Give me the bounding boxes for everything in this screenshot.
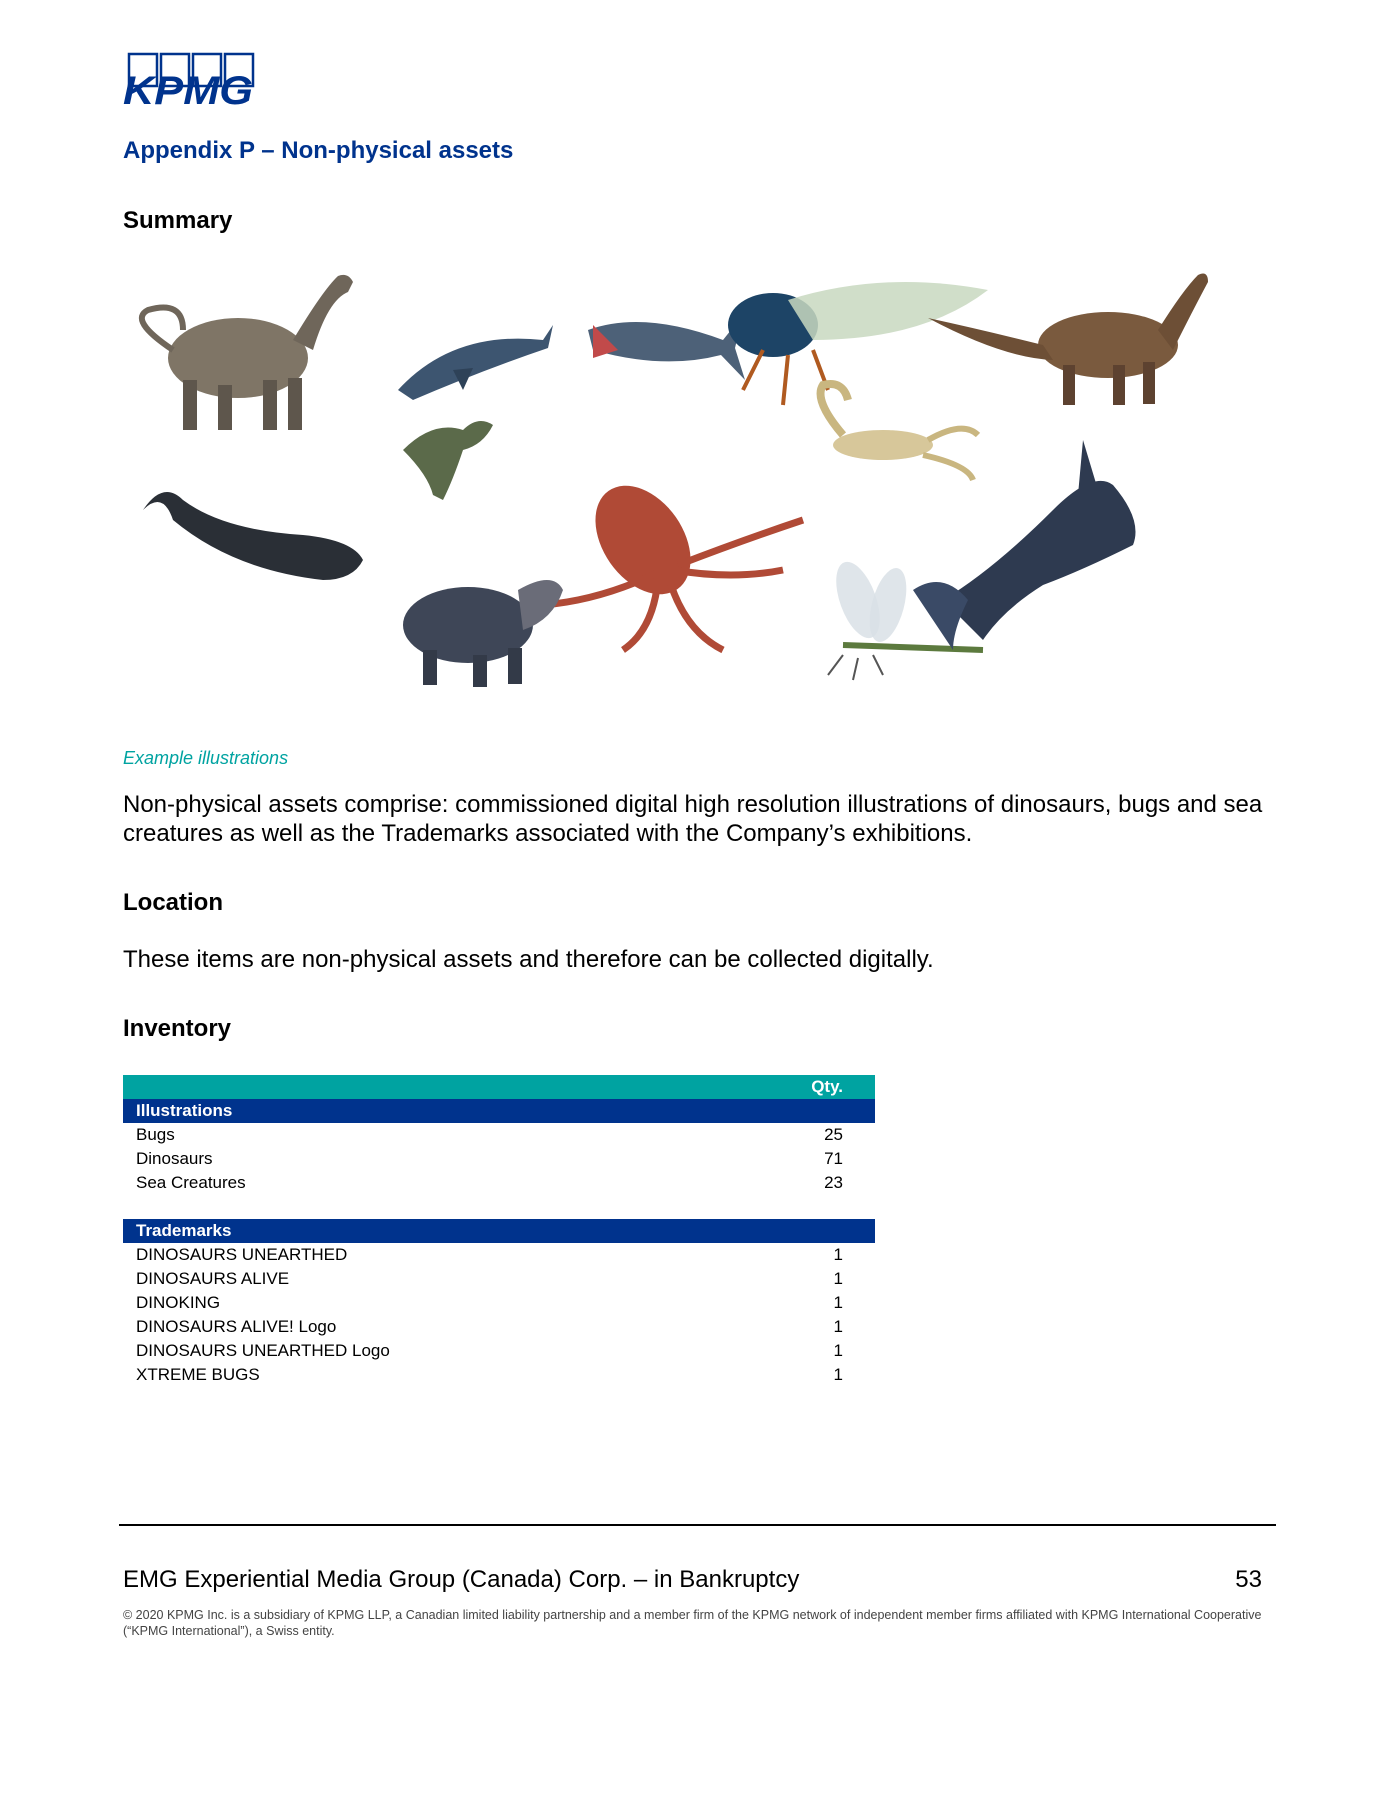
ceratopsian-illustration — [403, 580, 563, 687]
illustrations-section-header — [123, 1099, 875, 1123]
page-title: Appendix P – Non-physical assets — [123, 137, 514, 164]
footer-divider — [119, 1524, 1276, 1526]
inventory-table — [123, 1075, 875, 1387]
table-row — [123, 1147, 875, 1171]
copyright-notice: © 2020 KPMG Inc. is a subsidiary of KPMG LLP, a Canadian limited liability partnership and a member firm of the KPMG network of independent member firms affiliated with KPMG International Cooperative (“KPMG International”), a Swiss entity. — [123, 1608, 1262, 1638]
item-name: DINOSAURS ALIVE! Logo — [136, 1317, 337, 1336]
item-name: Dinosaurs — [136, 1149, 213, 1168]
raptor-illustration — [403, 421, 493, 500]
footer-title: EMG Experiential Media Group (Canada) Corp. – in Bankruptcy — [123, 1566, 800, 1593]
item-qty: 25 — [824, 1125, 843, 1144]
svg-text:KPMG: KPMG — [123, 69, 253, 112]
item-name: Sea Creatures — [136, 1173, 246, 1192]
illustrations-caption: Example illustrations — [123, 748, 289, 768]
sperm-whale-illustration — [143, 492, 363, 580]
item-qty: 1 — [833, 1245, 843, 1264]
table-header-row — [123, 1075, 875, 1099]
ichthyosaur-illustration — [398, 325, 553, 400]
table-row — [123, 1267, 875, 1291]
item-name: DINOSAURS UNEARTHED Logo — [136, 1341, 390, 1360]
dinosaur-illustration — [142, 275, 353, 430]
item-name: Bugs — [136, 1125, 175, 1144]
table-row — [123, 1291, 875, 1315]
table-row — [123, 1339, 875, 1363]
squid-illustration — [543, 468, 803, 650]
section-label: Illustrations — [136, 1101, 233, 1120]
table-row — [123, 1243, 875, 1267]
qty-header: Qty. — [811, 1077, 843, 1096]
item-qty: 1 — [833, 1317, 843, 1336]
summary-paragraph: Non-physical assets comprise: commissioned digital high resolution illustrations of dinosaurs, bugs and sea creatures as well as the Trademarks associated with the Company’s exhibitions. — [123, 791, 1263, 847]
illustration-collage — [123, 270, 1263, 710]
item-name: XTREME BUGS — [136, 1365, 260, 1384]
item-qty: 1 — [833, 1341, 843, 1360]
location-heading: Location — [123, 889, 223, 916]
table-row — [123, 1171, 875, 1195]
item-qty: 1 — [833, 1269, 843, 1288]
table-row — [123, 1363, 875, 1387]
page-number: 53 — [1235, 1566, 1262, 1593]
item-name: DINOSAURS ALIVE — [136, 1269, 290, 1288]
item-name: DINOSAURS UNEARTHED — [136, 1245, 348, 1264]
kpmg-logo — [121, 52, 261, 112]
scorpion-illustration — [821, 384, 979, 480]
table-row — [123, 1315, 875, 1339]
cicada-illustration — [728, 282, 988, 405]
summary-heading: Summary — [123, 207, 233, 234]
item-qty: 71 — [824, 1149, 843, 1168]
inventory-heading: Inventory — [123, 1015, 232, 1042]
item-name: DINOKING — [136, 1293, 221, 1312]
shark-illustration — [588, 315, 745, 380]
item-qty: 1 — [833, 1365, 843, 1384]
section-label: Trademarks — [136, 1221, 232, 1240]
trademarks-section-header — [123, 1219, 875, 1243]
item-qty: 1 — [833, 1293, 843, 1312]
humpback-whale-illustration — [913, 440, 1136, 650]
table-row — [123, 1123, 875, 1147]
location-text: These items are non-physical assets and therefore can be collected digitally. — [123, 946, 934, 973]
item-qty: 23 — [824, 1173, 843, 1192]
